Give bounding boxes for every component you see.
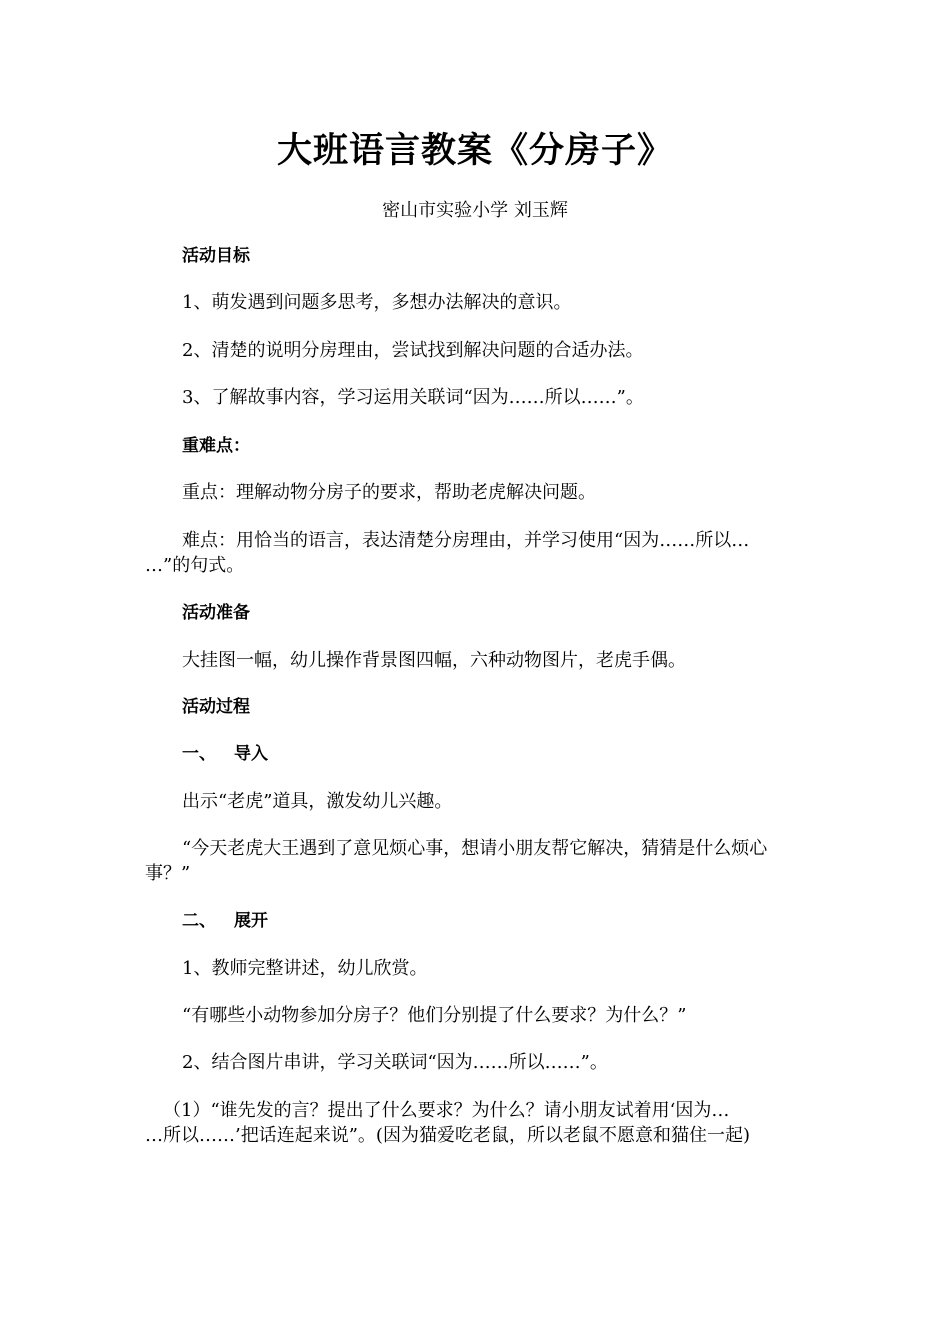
step2-quote: “有哪些小动物参加分房子？他们分别提了什么要求？为什么？” [182,1005,687,1026]
step1-quote: “今天老虎大王遇到了意见烦心事，想请小朋友帮它解决，猜猜是什么烦心 [182,838,768,859]
goals-heading: 活动目标 [182,246,250,266]
step2-item: 1、教师完整讲述，幼儿欣赏。 [182,958,428,979]
step1-heading [145,741,847,767]
step2-subitem-cont: …所以……’把话连起来说”。(因为猫爱吃老鼠，所以老鼠不愿意和猫住一起) [145,1125,750,1146]
prep-heading: 活动准备 [182,603,250,623]
prep-text: 大挂图一幅，幼儿操作背景图四幅，六种动物图片，老虎手偶。 [182,650,686,671]
difficulty-text-cont: …”的句式。 [145,555,245,576]
step1-number: 一、 [182,744,216,764]
step2-subitem: （1）“谁先发的言？提出了什么要求？为什么？请小朋友试着用‘因为… [163,1100,730,1121]
goal-item: 2、清楚的说明分房理由，尝试找到解决问题的合适办法。 [182,340,644,361]
step1-text: 出示“老虎”道具，激发幼儿兴趣。 [182,791,453,812]
goal-item: 1、萌发遇到问题多思考，多想办法解决的意识。 [182,292,572,313]
step2-title: 展开 [234,911,268,931]
step2-item: 2、结合图片串讲，学习关联词“因为……所以……”。 [182,1052,608,1073]
step1-quote-cont: 事？” [145,863,191,884]
key-point: 重点：理解动物分房子的要求，帮助老虎解决问题。 [182,482,596,503]
step2-heading [145,908,847,934]
author-line: 密山市实验小学 刘玉辉 [382,200,568,221]
difficulty-text: 难点：用恰当的语言，表达清楚分房理由，并学习使用“因为……所以… [182,530,750,551]
goal-item: 3、了解故事内容，学习运用关联词“因为……所以……”。 [182,387,644,408]
process-heading: 活动过程 [182,697,250,717]
step2-number: 二、 [182,911,216,931]
page-title: 大班语言教案《分房子》 [276,131,673,171]
key-heading: 重难点： [182,436,250,456]
step1-title: 导入 [234,744,268,764]
